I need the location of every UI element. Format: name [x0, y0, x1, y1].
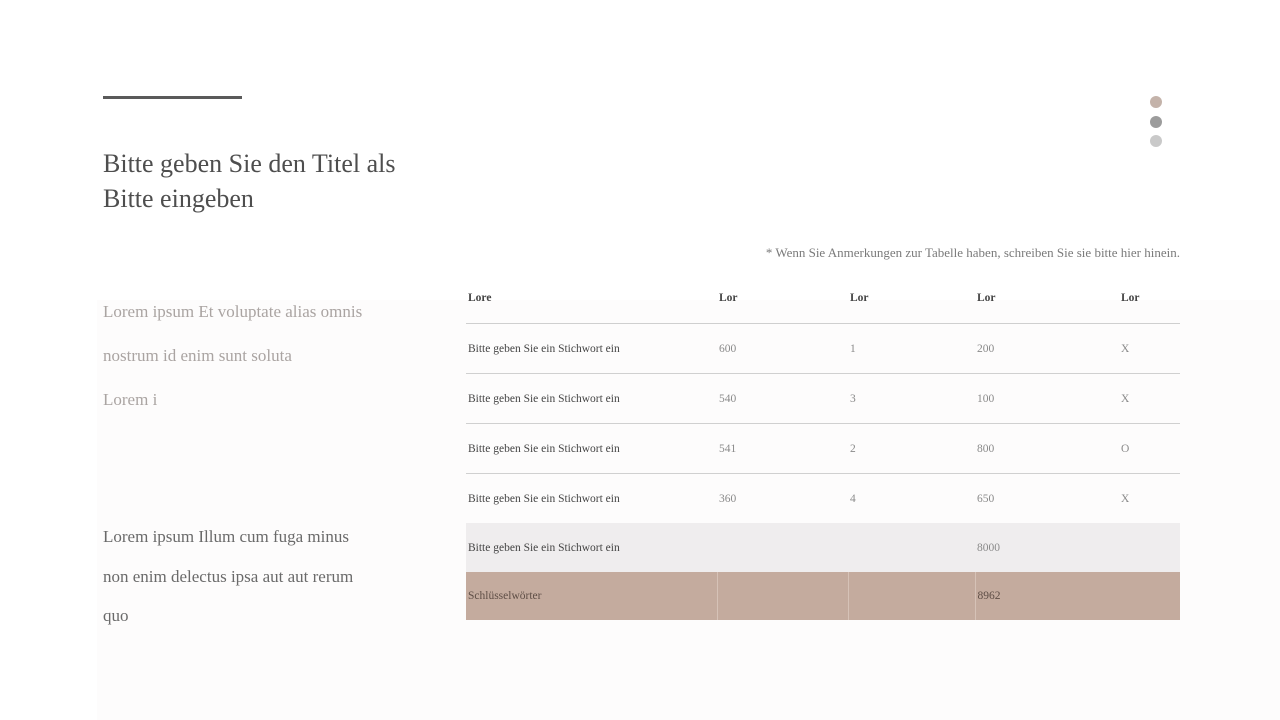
column-header: Lor	[719, 292, 738, 304]
table-cell: 8000	[975, 523, 1119, 572]
total-row	[466, 572, 1180, 620]
table-cell: 3	[850, 392, 856, 405]
table-cell	[717, 523, 848, 572]
intro-line-3: Lorem i	[103, 390, 158, 409]
accent-line	[103, 96, 242, 99]
intro-line-1: Lorem ipsum Et voluptate alias omnis	[103, 302, 363, 321]
summary-line-2: non enim delectus ipsa aut aut rerum	[103, 566, 354, 586]
page-title	[103, 146, 503, 216]
table-cell: O	[1121, 442, 1130, 455]
intro-line-2: nostrum id enim sunt soluta	[103, 346, 292, 365]
table-row	[466, 324, 1180, 374]
table-cell: 800	[977, 442, 995, 455]
table-cell: X	[1121, 492, 1130, 505]
table-note: * Wenn Sie Anmerkungen zur Tabelle haben, schreiben Sie sie bitte hier hinein.	[765, 245, 1180, 260]
subtotal-row	[466, 523, 1180, 572]
table-cell	[717, 572, 848, 620]
page-indicator	[1150, 96, 1162, 155]
table-cell: 200	[977, 342, 995, 355]
page-dot-2[interactable]	[1150, 116, 1162, 128]
table-row	[466, 474, 1180, 524]
table-cell: X	[1121, 342, 1130, 355]
title-line-1: Bitte geben Sie den Titel als	[103, 149, 396, 178]
table-row	[466, 424, 1180, 474]
table-cell: 541	[719, 442, 737, 455]
table-cell: 600	[719, 342, 737, 355]
table-cell: 1	[850, 342, 856, 355]
table-header-row	[466, 273, 1180, 324]
table-cell: 2	[850, 442, 856, 455]
table-cell: Bitte geben Sie ein Stichwort ein	[468, 392, 620, 405]
summary-line-3: quo	[103, 606, 129, 625]
table-cell: Bitte geben Sie ein Stichwort ein	[468, 492, 620, 505]
column-header: Lor	[1121, 292, 1140, 304]
table-cell	[1119, 572, 1180, 620]
intro-paragraph	[103, 290, 423, 422]
table-cell: 650	[977, 492, 995, 505]
summary-line-1: Lorem ipsum Illum cum fuga minus	[103, 527, 349, 546]
table-cell: 8962	[975, 572, 1119, 620]
table-cell: Bitte geben Sie ein Stichwort ein	[468, 342, 620, 355]
table-cell: Bitte geben Sie ein Stichwort ein	[468, 442, 620, 455]
title-line-2: Bitte eingeben	[103, 184, 254, 213]
table-cell: 4	[850, 492, 856, 505]
summary-paragraph	[103, 517, 423, 636]
table-cell	[1119, 523, 1180, 572]
table-cell	[848, 523, 975, 572]
table-cell: Bitte geben Sie ein Stichwort ein	[466, 523, 717, 572]
table-row	[466, 374, 1180, 424]
table-cell: Schlüsselwörter	[466, 572, 717, 620]
table-cell: 360	[719, 492, 737, 505]
column-header: Lor	[850, 292, 869, 304]
table-cell	[848, 572, 975, 620]
page-dot-1[interactable]	[1150, 96, 1162, 108]
column-header: Lor	[977, 292, 996, 304]
table-cell: 540	[719, 392, 737, 405]
column-header: Lore	[468, 292, 492, 304]
table-cell: 100	[977, 392, 995, 405]
table-cell: X	[1121, 392, 1130, 405]
page-dot-3[interactable]	[1150, 135, 1162, 147]
data-table	[466, 273, 1180, 620]
